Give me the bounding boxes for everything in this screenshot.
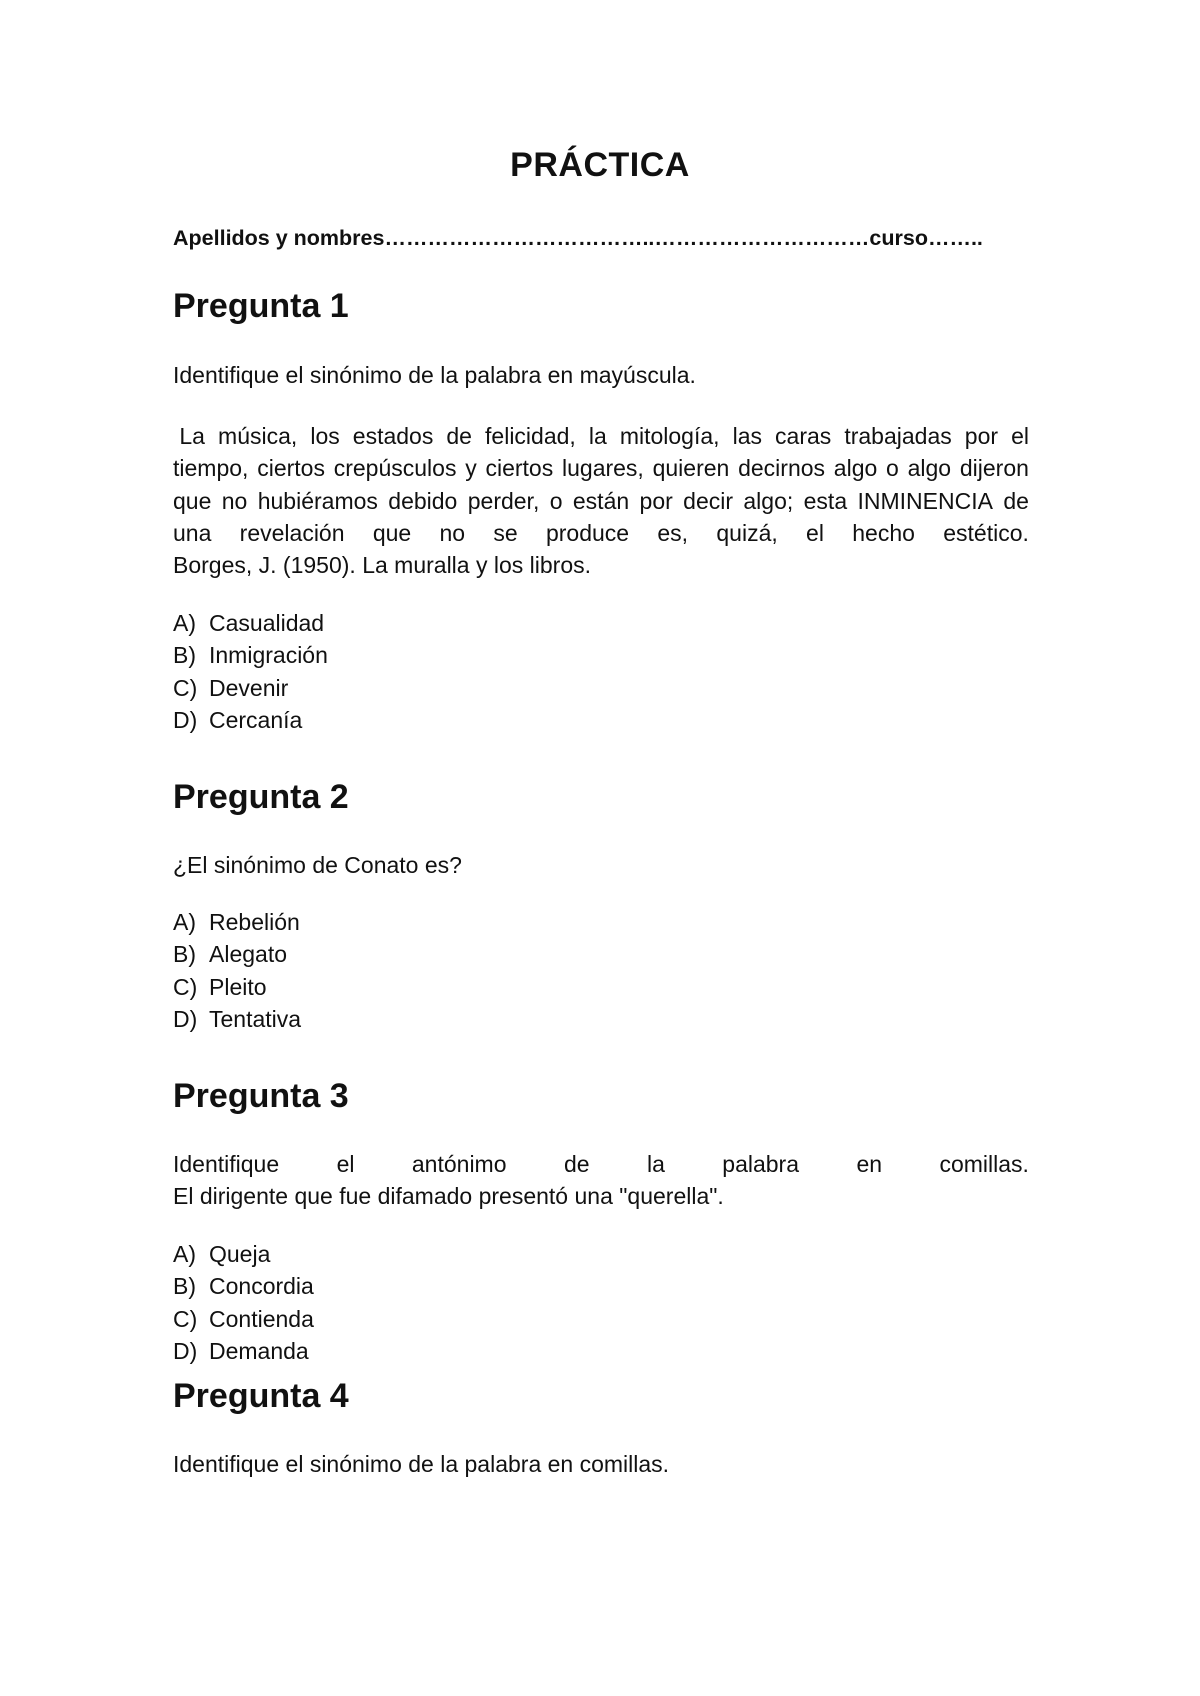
name-and-course-line: Apellidos y nombres………………………………..…………………………curso…….. bbox=[173, 226, 983, 250]
question-2-options bbox=[173, 906, 301, 1035]
question-1-heading: Pregunta 1 bbox=[173, 287, 349, 325]
option-a[interactable]: A) Rebelión bbox=[173, 909, 300, 935]
question-3-sentence: El dirigente que fue difamado presentó una "querella". bbox=[173, 1183, 724, 1209]
instruction-word: en bbox=[856, 1151, 883, 1177]
option-b[interactable]: B) Alegato bbox=[173, 941, 288, 968]
passage-line: tiempo, ciertos crepúsculos y ciertos lugares, quieren decirnos algo o algo dijeron bbox=[173, 455, 1029, 482]
option-c[interactable]: C) Devenir bbox=[173, 674, 289, 701]
instruction-word: la bbox=[646, 1151, 665, 1177]
option-b[interactable]: B) Inmigración bbox=[173, 642, 328, 669]
instruction-word: antónimo bbox=[411, 1151, 507, 1177]
question-2-instruction: ¿El sinónimo de Conato es? bbox=[173, 852, 462, 878]
option-a[interactable]: A) Casualidad bbox=[173, 610, 325, 636]
passage-citation: Borges, J. (1950). La muralla y los libros. bbox=[173, 552, 592, 579]
question-1-passage bbox=[173, 420, 1029, 581]
instruction-word: palabra bbox=[722, 1151, 800, 1177]
question-3-options bbox=[173, 1238, 314, 1367]
option-c[interactable]: C) Contienda bbox=[173, 1305, 314, 1332]
question-1-options bbox=[173, 607, 328, 736]
option-d[interactable]: D) Tentativa bbox=[173, 1005, 302, 1032]
instruction-word: el bbox=[336, 1151, 355, 1177]
instruction-word: comillas. bbox=[939, 1151, 1029, 1177]
passage-line: una revelación que no se produce es, quizá, el hecho estético. bbox=[173, 519, 1029, 546]
option-c[interactable]: C) Pleito bbox=[173, 973, 267, 1000]
question-3-heading: Pregunta 3 bbox=[173, 1077, 349, 1115]
question-1-instruction: Identifique el sinónimo de la palabra en mayúscula. bbox=[173, 362, 696, 388]
passage-line: que no hubiéramos debido perder, o están por decir algo; esta INMINENCIA de bbox=[173, 487, 1029, 514]
option-b[interactable]: B) Concordia bbox=[173, 1273, 314, 1300]
question-2-heading: Pregunta 2 bbox=[173, 778, 349, 816]
question-4-heading: Pregunta 4 bbox=[173, 1377, 349, 1415]
option-a[interactable]: A) Queja bbox=[173, 1241, 271, 1267]
instruction-word: Identifique bbox=[173, 1151, 280, 1177]
question-3-instruction bbox=[173, 1151, 1029, 1178]
option-d[interactable]: D) Demanda bbox=[173, 1337, 309, 1364]
passage-line: La música, los estados de felicidad, la mitología, las caras trabajadas por el bbox=[173, 423, 1029, 449]
page-title: PRÁCTICA bbox=[510, 146, 690, 184]
option-d[interactable]: D) Cercanía bbox=[173, 706, 303, 733]
instruction-word: de bbox=[563, 1151, 590, 1177]
question-4-instruction: Identifique el sinónimo de la palabra en comillas. bbox=[173, 1451, 670, 1477]
